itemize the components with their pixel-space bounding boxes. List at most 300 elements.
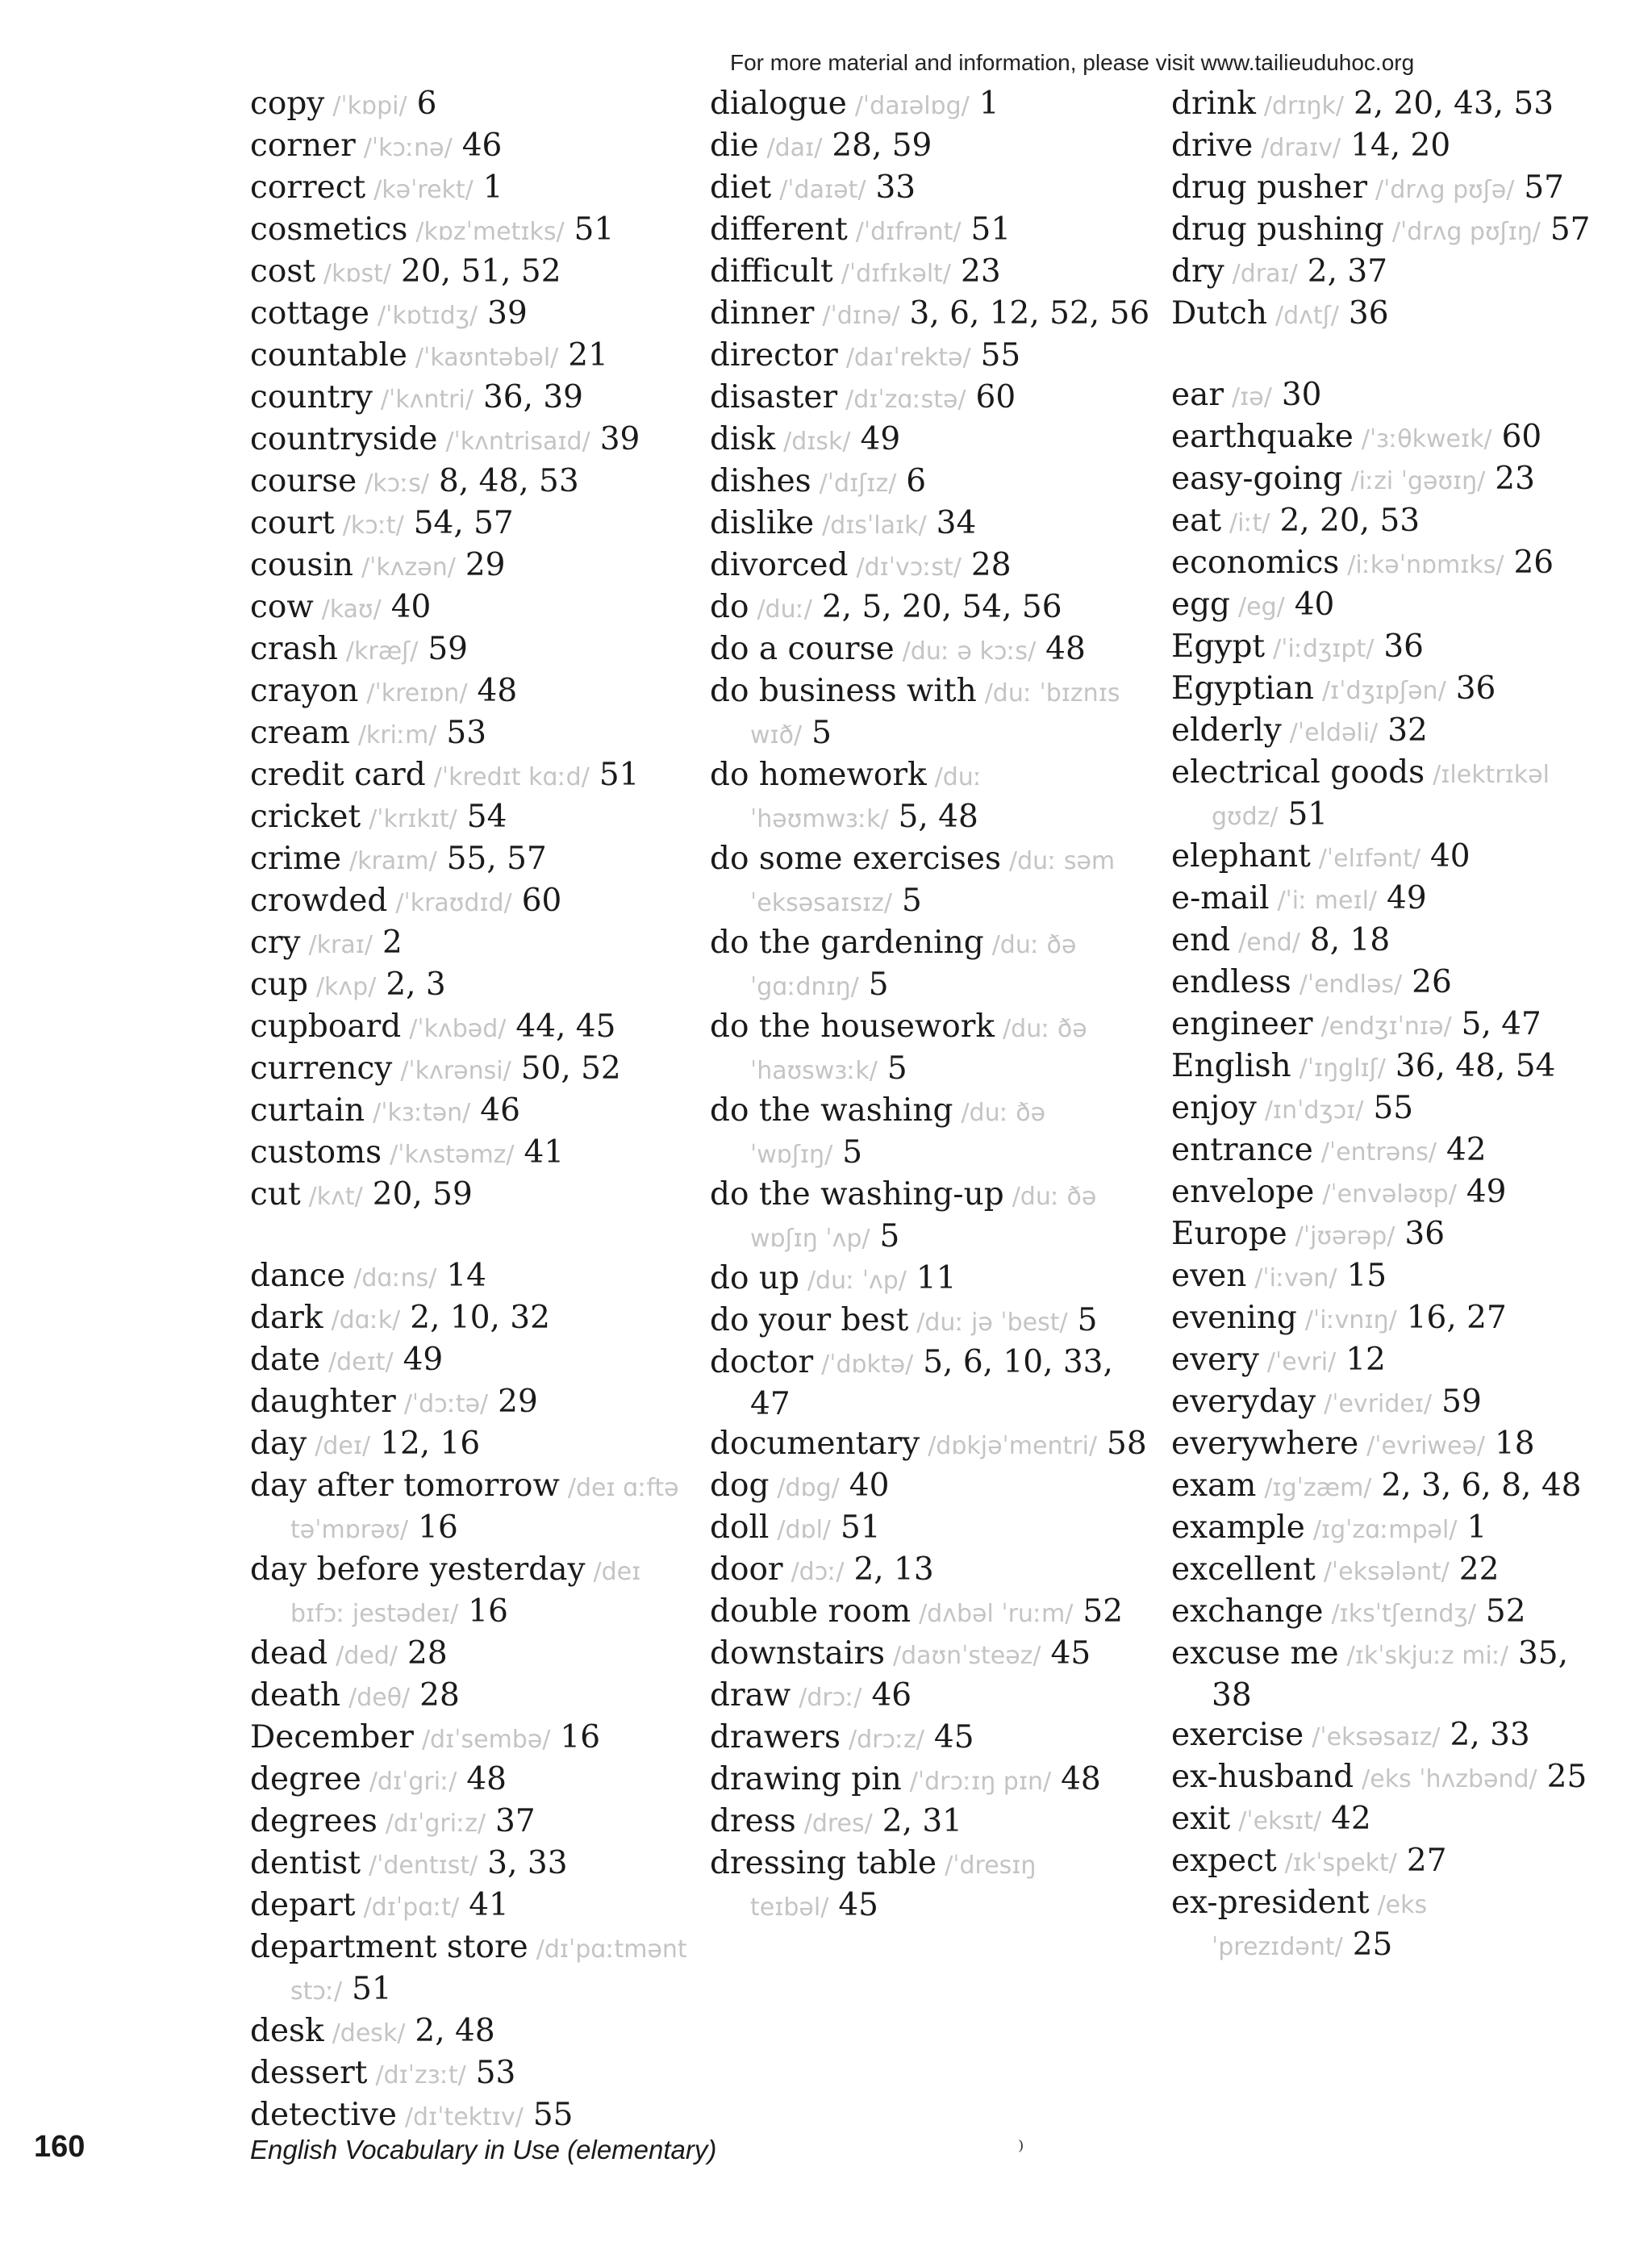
index-entry bbox=[250, 1133, 702, 1175]
entry-word: Egyptian bbox=[1171, 670, 1314, 707]
entry-pages: 54 bbox=[466, 799, 507, 835]
entry-pages: 8, 48, 53 bbox=[439, 463, 579, 499]
entry-word: dance bbox=[250, 1258, 346, 1294]
index-entry bbox=[1171, 1841, 1607, 1883]
entry-word: dead bbox=[250, 1635, 328, 1672]
entry-pronunciation: /dres/ bbox=[803, 1810, 873, 1838]
entry-pages: 40 bbox=[849, 1467, 890, 1504]
entry-pronunciation: /dɪˈtektɪv/ bbox=[404, 2103, 524, 2131]
index-entry bbox=[1171, 1715, 1607, 1757]
entry-pronunciation: /desk/ bbox=[332, 2019, 406, 2048]
entry-pages: 5 bbox=[879, 1218, 900, 1255]
entry-word: end bbox=[1171, 922, 1231, 958]
entry-word: cry bbox=[250, 925, 301, 961]
entry-word: drawing pin bbox=[710, 1761, 902, 1797]
entry-word: excuse me bbox=[1171, 1635, 1339, 1672]
entry-word: exchange bbox=[1171, 1593, 1324, 1630]
index-entry bbox=[710, 545, 1162, 587]
index-entry bbox=[710, 587, 1162, 629]
entry-word: daughter bbox=[250, 1384, 396, 1420]
index-entry bbox=[250, 461, 702, 503]
index-entry bbox=[1171, 294, 1607, 336]
entry-word: do the washing bbox=[710, 1092, 953, 1129]
index-entry bbox=[710, 1760, 1162, 1801]
entry-pages: 5 bbox=[901, 883, 922, 919]
entry-pronunciation: /eks ˈprezɪdənt/ bbox=[1212, 1891, 1428, 1961]
index-entry bbox=[250, 2053, 702, 2095]
entry-pages: 57 bbox=[1550, 211, 1591, 248]
entry-pages: 5 bbox=[842, 1134, 863, 1171]
entry-word: draw bbox=[710, 1677, 791, 1714]
entry-word: elephant bbox=[1171, 838, 1311, 875]
index-entry bbox=[710, 629, 1162, 671]
index-entry bbox=[1171, 1508, 1607, 1550]
entry-word: crayon bbox=[250, 673, 359, 709]
index-entry bbox=[710, 1801, 1162, 1843]
entry-pronunciation: /dɪˈpɑːtmənt stɔː/ bbox=[290, 1935, 687, 2006]
index-entry bbox=[250, 923, 702, 965]
index-entry bbox=[250, 1801, 702, 1843]
entry-pronunciation: /ˈenvələʊp/ bbox=[1322, 1180, 1457, 1209]
entry-word: dessert bbox=[250, 2055, 368, 2091]
entry-word: cow bbox=[250, 589, 314, 625]
index-entry bbox=[1171, 1592, 1607, 1634]
entry-pronunciation: /duː ðə ˈwɒʃɪŋ/ bbox=[750, 1099, 1046, 1169]
entry-pronunciation: /iːkəˈnɒmɪks/ bbox=[1347, 551, 1504, 579]
entry-word: exit bbox=[1171, 1801, 1231, 1837]
index-entry bbox=[250, 2011, 702, 2053]
entry-word: cottage bbox=[250, 295, 369, 332]
entry-pages: 2, 3, 6, 8, 48 bbox=[1381, 1467, 1582, 1504]
index-entry bbox=[1171, 1757, 1607, 1799]
entry-word: earthquake bbox=[1171, 419, 1354, 455]
entry-pages: 51 bbox=[970, 211, 1012, 248]
index-entry bbox=[1171, 543, 1607, 585]
entry-pronunciation: /ˈkʌstəmz/ bbox=[390, 1141, 515, 1169]
index-entry bbox=[250, 629, 702, 671]
entry-pronunciation: /duː/ bbox=[757, 595, 812, 624]
entry-pages: 1 bbox=[482, 169, 503, 206]
index-entry bbox=[250, 713, 702, 755]
entry-pages: 2, 13 bbox=[853, 1551, 934, 1588]
index-entry bbox=[1171, 210, 1607, 252]
entry-pages: 50, 52 bbox=[520, 1050, 621, 1087]
entry-pages: 2, 20, 53 bbox=[1279, 503, 1420, 539]
entry-word: drive bbox=[1171, 127, 1254, 164]
entry-pronunciation: /duː səm ˈeksəsaɪsɪz/ bbox=[750, 847, 1116, 917]
entry-pages: 39 bbox=[599, 421, 640, 457]
index-entry bbox=[710, 168, 1162, 210]
entry-pages: 20, 51, 52 bbox=[401, 253, 561, 290]
index-entry bbox=[1171, 375, 1607, 417]
entry-pages: 41 bbox=[524, 1134, 565, 1171]
entry-word: do the housework bbox=[710, 1008, 995, 1045]
entry-pronunciation: /dʌbəl ˈruːm/ bbox=[919, 1600, 1074, 1628]
entry-pages: 29 bbox=[465, 547, 506, 583]
entry-pages: 16 bbox=[418, 1509, 458, 1546]
entry-word: cream bbox=[250, 715, 350, 751]
index-entry bbox=[250, 671, 702, 713]
entry-pronunciation: /ˈkɜːtən/ bbox=[373, 1099, 471, 1127]
entry-pronunciation: /kɔːt/ bbox=[342, 511, 404, 540]
entry-pronunciation: /ˈɜːθkweɪk/ bbox=[1361, 425, 1492, 453]
entry-pages: 2, 3 bbox=[386, 966, 446, 1003]
index-entry bbox=[250, 1466, 702, 1550]
entry-pronunciation: /ˈkʌbəd/ bbox=[409, 1015, 507, 1043]
index-entry bbox=[710, 1843, 1162, 1927]
source-header: For more material and information, please visit www.tailieuduhoc.org bbox=[730, 50, 1415, 75]
entry-word: cosmetics bbox=[250, 211, 408, 248]
index-entry bbox=[250, 84, 702, 126]
entry-word: do homework bbox=[710, 757, 927, 793]
entry-word: country bbox=[250, 379, 373, 415]
entry-word: death bbox=[250, 1677, 341, 1714]
index-entry bbox=[710, 1550, 1162, 1592]
entry-word: dinner bbox=[710, 295, 815, 332]
entry-pronunciation: /iːt/ bbox=[1229, 509, 1270, 537]
entry-word: Egypt bbox=[1171, 628, 1266, 665]
entry-pronunciation: /ˈevrideɪ/ bbox=[1324, 1390, 1433, 1418]
entry-pronunciation: /ˈiːvnɪŋ/ bbox=[1304, 1306, 1397, 1334]
entry-pronunciation: /duː ˈʌp/ bbox=[807, 1267, 907, 1295]
index-entry bbox=[250, 1424, 702, 1466]
entry-pages: 55, 57 bbox=[446, 841, 547, 877]
entry-pages: 52 bbox=[1083, 1593, 1124, 1630]
entry-word: countable bbox=[250, 337, 407, 374]
entry-pronunciation: /ˈjʊərəp/ bbox=[1295, 1222, 1395, 1250]
entry-pages: 32 bbox=[1387, 712, 1428, 749]
entry-pronunciation: /kɒst/ bbox=[323, 260, 392, 288]
index-entry bbox=[710, 126, 1162, 168]
index-entry bbox=[250, 126, 702, 168]
entry-pronunciation: /ˈkreɪɒn/ bbox=[366, 679, 468, 708]
entry-word: course bbox=[250, 463, 357, 499]
entry-word: engineer bbox=[1171, 1006, 1313, 1042]
entry-pages: 28 bbox=[970, 547, 1012, 583]
entry-word: director bbox=[710, 337, 838, 374]
entry-pronunciation: /ɪə/ bbox=[1231, 383, 1272, 411]
entry-pronunciation: /ɪkˈskjuːz miː/ bbox=[1346, 1642, 1508, 1670]
entry-pages: 26 bbox=[1412, 964, 1452, 1000]
entry-word: copy bbox=[250, 86, 325, 122]
entry-pronunciation: /ˈeksələnt/ bbox=[1323, 1558, 1450, 1586]
index-entry bbox=[710, 1424, 1162, 1466]
entry-pronunciation: /ˈkɒpi/ bbox=[332, 92, 407, 120]
entry-pronunciation: /daɪ/ bbox=[766, 134, 823, 162]
entry-word: cousin bbox=[250, 547, 354, 583]
index-entry bbox=[710, 461, 1162, 503]
entry-pronunciation: /ˈiːvən/ bbox=[1254, 1264, 1337, 1292]
entry-word: crime bbox=[250, 841, 342, 877]
entry-pages: 49 bbox=[860, 421, 901, 457]
entry-pronunciation: /ˈeksɪt/ bbox=[1238, 1807, 1322, 1835]
entry-word: do bbox=[710, 589, 749, 625]
entry-pronunciation: /ˈiː meɪl/ bbox=[1277, 887, 1378, 915]
index-entry bbox=[250, 839, 702, 881]
index-entry bbox=[250, 1007, 702, 1049]
entry-word: divorced bbox=[710, 547, 849, 583]
entry-pronunciation: /eg/ bbox=[1238, 593, 1285, 621]
entry-pages: 5 bbox=[868, 966, 889, 1003]
entry-pronunciation: /ˈkɒtɪdʒ/ bbox=[377, 302, 478, 330]
entry-pages: 16, 27 bbox=[1406, 1300, 1507, 1336]
index-entry bbox=[1171, 921, 1607, 962]
entry-pronunciation: /dɔː/ bbox=[791, 1558, 845, 1586]
entry-word: dress bbox=[710, 1803, 796, 1839]
entry-word: endless bbox=[1171, 964, 1291, 1000]
entry-pronunciation: /duː jə ˈbest/ bbox=[916, 1309, 1068, 1337]
entry-pages: 5 bbox=[1077, 1302, 1098, 1338]
entry-word: dishes bbox=[710, 463, 811, 499]
entry-word: economics bbox=[1171, 545, 1340, 581]
entry-pronunciation: /kraɪ/ bbox=[308, 931, 373, 959]
entry-pronunciation: /dɪˈgriː/ bbox=[369, 1768, 457, 1796]
index-entry bbox=[250, 881, 702, 923]
entry-pages: 51 bbox=[352, 1971, 392, 2007]
entry-pronunciation: /drɪŋk/ bbox=[1263, 92, 1344, 120]
entry-pronunciation: /ˈdɒktə/ bbox=[821, 1351, 914, 1379]
entry-word: crowded bbox=[250, 883, 388, 919]
entry-word: e-mail bbox=[1171, 880, 1270, 916]
entry-pages: 37 bbox=[495, 1803, 536, 1839]
entry-pages: 49 bbox=[403, 1342, 444, 1378]
index-entry bbox=[1171, 627, 1607, 669]
index-entry bbox=[710, 84, 1162, 126]
entry-pronunciation: /eks ˈhʌzbənd/ bbox=[1362, 1765, 1537, 1793]
entry-pronunciation: /drɔː/ bbox=[799, 1684, 862, 1712]
index-entry bbox=[710, 1592, 1162, 1634]
entry-word: degree bbox=[250, 1761, 361, 1797]
entry-pages: 54, 57 bbox=[413, 505, 514, 541]
entry-pronunciation: /ɪgˈzɑːmpəl/ bbox=[1312, 1516, 1458, 1544]
entry-pronunciation: /kʌp/ bbox=[315, 973, 377, 1001]
entry-word: ex-president bbox=[1171, 1885, 1370, 1921]
index-entry bbox=[250, 965, 702, 1007]
entry-pronunciation: /kriːm/ bbox=[357, 721, 437, 749]
index-entry bbox=[710, 839, 1162, 923]
index-entry bbox=[1171, 753, 1607, 837]
entry-pronunciation: /ˈdrɔːɪŋ pɪn/ bbox=[909, 1768, 1052, 1796]
entry-word: door bbox=[710, 1551, 783, 1588]
index-entry bbox=[710, 294, 1162, 336]
entry-pronunciation: /kɔːs/ bbox=[365, 470, 429, 498]
entry-word: court bbox=[250, 505, 335, 541]
entry-pages: 2 bbox=[382, 925, 403, 961]
entry-pages: 49 bbox=[1466, 1174, 1507, 1210]
entry-pages: 25 bbox=[1546, 1759, 1587, 1795]
entry-pronunciation: /ɪksˈtʃeɪndʒ/ bbox=[1331, 1600, 1476, 1628]
entry-pages: 3, 33 bbox=[487, 1845, 568, 1881]
index-entry bbox=[710, 755, 1162, 839]
index-column-2 bbox=[710, 84, 1162, 1927]
entry-pages: 2, 48 bbox=[415, 2013, 495, 2049]
entry-pages: 55 bbox=[980, 337, 1021, 374]
entry-word: easy-going bbox=[1171, 461, 1343, 497]
entry-pronunciation: /ˈdaɪət/ bbox=[779, 176, 866, 204]
entry-pronunciation: /ˈkraʊdɪd/ bbox=[395, 889, 512, 917]
entry-pronunciation: /kraɪm/ bbox=[349, 847, 437, 875]
index-entry bbox=[250, 1340, 702, 1382]
index-entry bbox=[250, 2095, 702, 2137]
entry-pronunciation: /dɪˈvɔːst/ bbox=[856, 553, 962, 582]
entry-word: customs bbox=[250, 1134, 382, 1171]
entry-pronunciation: /ˈdɪʃɪz/ bbox=[819, 470, 897, 498]
entry-word: department store bbox=[250, 1929, 528, 1965]
index-entry bbox=[710, 923, 1162, 1007]
entry-pages: 35, 38 bbox=[1212, 1635, 1569, 1714]
index-entry bbox=[710, 503, 1162, 545]
entry-pages: 41 bbox=[469, 1887, 509, 1923]
index-column-1 bbox=[250, 84, 702, 2137]
entry-pages: 2, 31 bbox=[882, 1803, 962, 1839]
entry-pages: 51 bbox=[841, 1509, 881, 1546]
index-entry bbox=[710, 1300, 1162, 1342]
entry-pages: 36, 48, 54 bbox=[1395, 1048, 1556, 1084]
entry-word: ex-husband bbox=[1171, 1759, 1354, 1795]
entry-pronunciation: /end/ bbox=[1238, 929, 1300, 957]
entry-pronunciation: /ɪnˈdʒɔɪ/ bbox=[1264, 1096, 1364, 1125]
entry-word: dark bbox=[250, 1300, 323, 1336]
entry-pages: 1 bbox=[978, 86, 999, 122]
entry-pronunciation: /dɪˈzɜːt/ bbox=[375, 2061, 466, 2089]
entry-pronunciation: /kʌt/ bbox=[308, 1183, 363, 1211]
entry-pages: 46 bbox=[480, 1092, 520, 1129]
entry-pronunciation: /ded/ bbox=[336, 1642, 398, 1670]
entry-pronunciation: /ˈkʌntrisaɪd/ bbox=[445, 428, 590, 456]
entry-word: disk bbox=[710, 421, 776, 457]
entry-pronunciation: /dʌtʃ/ bbox=[1275, 302, 1339, 330]
entry-pronunciation: /deɪt/ bbox=[327, 1348, 394, 1376]
index-entry bbox=[250, 1049, 702, 1091]
entry-pronunciation: /ˈdrʌg pʊʃɪŋ/ bbox=[1391, 218, 1541, 246]
entry-pages: 5, 6, 10, 33, 47 bbox=[750, 1344, 1113, 1422]
entry-word: corner bbox=[250, 127, 356, 164]
entry-word: everywhere bbox=[1171, 1426, 1359, 1462]
index-entry bbox=[710, 1676, 1162, 1718]
entry-pronunciation: /ɪgˈzæm/ bbox=[1264, 1474, 1372, 1502]
entry-word: enjoy bbox=[1171, 1090, 1257, 1126]
index-entry bbox=[710, 1508, 1162, 1550]
entry-pages: 46 bbox=[461, 127, 503, 164]
entry-pronunciation: /ˈdresɪŋ teɪbəl/ bbox=[750, 1851, 1037, 1922]
entry-pronunciation: /ɪˈdʒɪpʃən/ bbox=[1321, 677, 1446, 705]
index-entry bbox=[1171, 1298, 1607, 1340]
entry-pronunciation: /dɑːns/ bbox=[353, 1264, 437, 1292]
entry-pronunciation: /deɪ ɑːftə təˈmɒrəʊ/ bbox=[290, 1474, 679, 1544]
index-entry bbox=[1171, 1634, 1607, 1715]
entry-pages: 5, 48 bbox=[898, 799, 978, 835]
entry-pages: 36 bbox=[1383, 628, 1424, 665]
entry-pages: 55 bbox=[532, 2097, 574, 2133]
entry-pronunciation: /duː ə kɔːs/ bbox=[902, 637, 1037, 666]
entry-pages: 18 bbox=[1494, 1426, 1535, 1462]
entry-pronunciation: /ˈeksəsaɪz/ bbox=[1312, 1723, 1441, 1751]
entry-pages: 3, 6, 12, 52, 56 bbox=[909, 295, 1150, 332]
entry-word: drug pushing bbox=[1171, 211, 1384, 248]
index-entry bbox=[1171, 1256, 1607, 1298]
entry-word: do your best bbox=[710, 1302, 909, 1338]
entry-pages: 58 bbox=[1107, 1426, 1147, 1462]
entry-word: do the gardening bbox=[710, 925, 984, 961]
entry-pages: 6 bbox=[416, 86, 437, 122]
entry-word: dog bbox=[710, 1467, 770, 1504]
entry-word: different bbox=[710, 211, 848, 248]
index-entry bbox=[1171, 1799, 1607, 1841]
entry-word: dentist bbox=[250, 1845, 361, 1881]
entry-pages: 53 bbox=[446, 715, 487, 751]
entry-pages: 2, 37 bbox=[1307, 253, 1388, 290]
entry-word: excellent bbox=[1171, 1551, 1316, 1588]
entry-pronunciation: /ˈkʌzən/ bbox=[361, 553, 456, 582]
index-entry bbox=[250, 1256, 702, 1298]
entry-word: difficult bbox=[710, 253, 833, 290]
entry-word: doll bbox=[710, 1509, 770, 1546]
entry-pages: 40 bbox=[390, 589, 432, 625]
index-entry bbox=[1171, 501, 1607, 543]
entry-pronunciation: /kəˈrekt/ bbox=[373, 176, 473, 204]
entry-pages: 40 bbox=[1429, 838, 1471, 875]
entry-word: cost bbox=[250, 253, 316, 290]
index-entry bbox=[250, 420, 702, 461]
entry-pronunciation: /kræʃ/ bbox=[345, 637, 419, 666]
entry-word: curtain bbox=[250, 1092, 365, 1129]
index-entry bbox=[250, 1091, 702, 1133]
entry-word: dry bbox=[1171, 253, 1224, 290]
index-entry bbox=[250, 797, 702, 839]
entry-pages: 28 bbox=[407, 1635, 448, 1672]
entry-pages: 1 bbox=[1466, 1509, 1487, 1546]
index-entry bbox=[1171, 669, 1607, 711]
entry-pages: 55 bbox=[1373, 1090, 1414, 1126]
entry-pages: 21 bbox=[568, 337, 608, 374]
index-entry bbox=[1171, 585, 1607, 627]
entry-pages: 16 bbox=[468, 1593, 508, 1630]
entry-word: correct bbox=[250, 169, 366, 206]
entry-pages: 48 bbox=[1045, 631, 1086, 667]
entry-pages: 27 bbox=[1406, 1843, 1447, 1879]
entry-word: double room bbox=[710, 1593, 912, 1630]
entry-word: everyday bbox=[1171, 1384, 1316, 1420]
entry-pronunciation: /ˈendləs/ bbox=[1299, 971, 1403, 999]
index-entry bbox=[1171, 1382, 1607, 1424]
entry-pronunciation: /kaʊ/ bbox=[321, 595, 382, 624]
entry-pages: 5, 47 bbox=[1461, 1006, 1541, 1042]
entry-word: do the washing-up bbox=[710, 1176, 1004, 1213]
entry-pronunciation: /ˈkredɪt kɑːd/ bbox=[433, 763, 590, 791]
entry-pronunciation: /dɪˈpɑːt/ bbox=[363, 1893, 460, 1922]
entry-word: electrical goods bbox=[1171, 754, 1425, 791]
index-entry bbox=[1171, 1172, 1607, 1214]
entry-pages: 45 bbox=[933, 1719, 974, 1755]
entry-pages: 52 bbox=[1485, 1593, 1526, 1630]
entry-pronunciation: /ˈkrɪkɪt/ bbox=[369, 805, 457, 833]
entry-pronunciation: /dɒg/ bbox=[777, 1474, 840, 1502]
entry-pronunciation: /ˈevri/ bbox=[1266, 1348, 1337, 1376]
entry-word: disaster bbox=[710, 379, 838, 415]
index-entry bbox=[250, 1550, 702, 1634]
index-entry bbox=[250, 210, 702, 252]
entry-pronunciation: /ˈdentɪst/ bbox=[369, 1851, 478, 1880]
stray-mark: ⁾ bbox=[1018, 2136, 1024, 2165]
entry-word: detective bbox=[250, 2097, 397, 2133]
entry-pronunciation: /daɪˈrektə/ bbox=[845, 344, 971, 372]
index-entry bbox=[710, 1007, 1162, 1091]
entry-pages: 23 bbox=[961, 253, 1001, 290]
entry-pages: 42 bbox=[1446, 1132, 1487, 1168]
index-entry bbox=[250, 168, 702, 210]
entry-pages: 14, 20 bbox=[1350, 127, 1451, 164]
index-entry bbox=[1171, 1214, 1607, 1256]
